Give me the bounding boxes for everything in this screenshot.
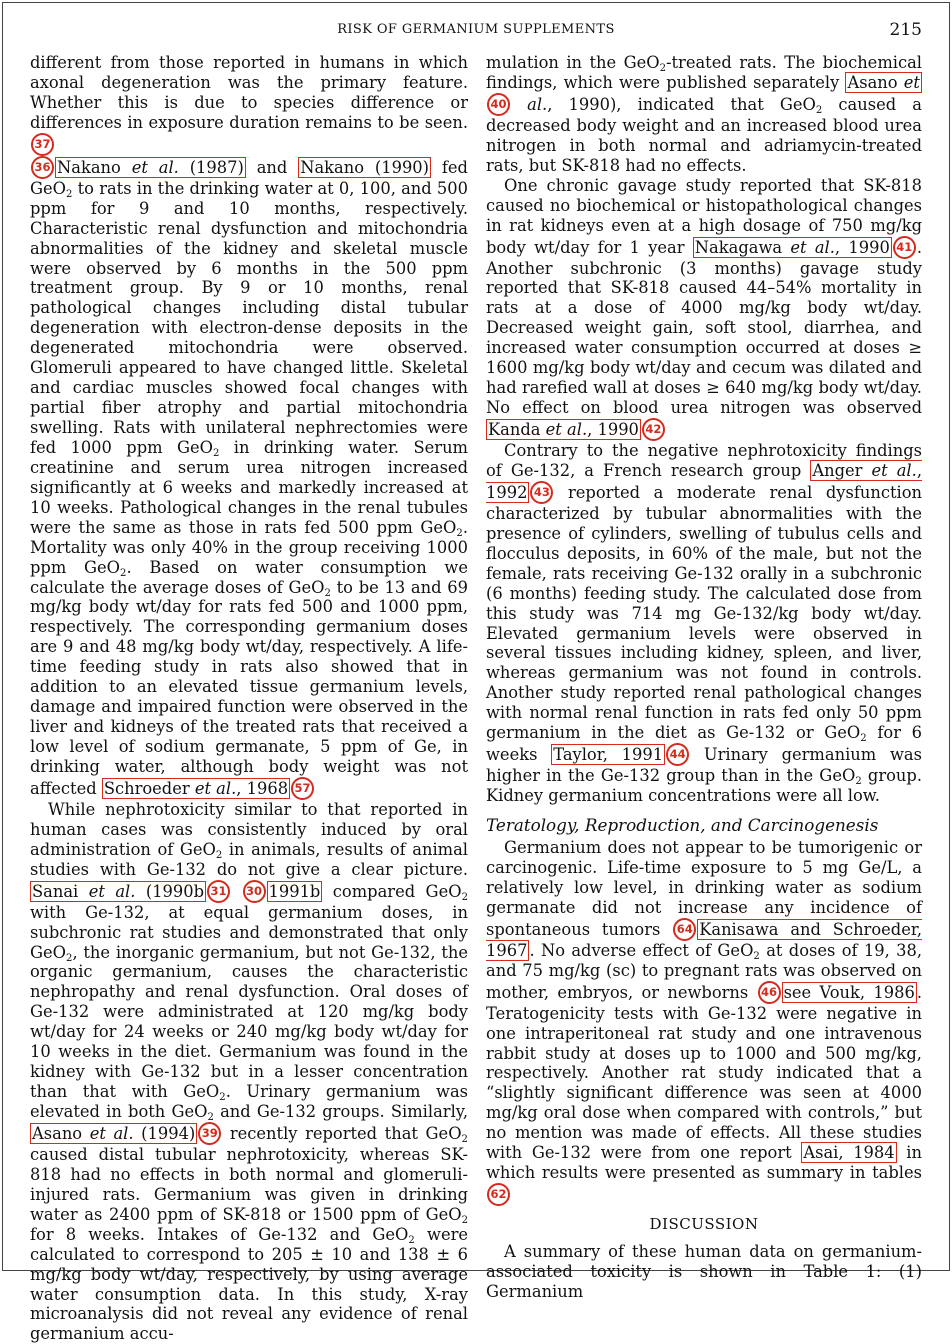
citation-box: see Vouk, 1986 [783,982,915,1002]
right-paragraph-5: A summary of these human data on germanium-associated toxicity is shown in Table 1: (1) Germanium [486,1242,922,1301]
citation-box: Sanai et al. (1990b [32,881,205,901]
citation-marker: 37 [31,133,54,156]
running-head: RISK OF GERMANIUM SUPPLEMENTS [337,22,615,37]
right-paragraph-4: Germanium does not appear to be tumorigenic or carcinogenic. Life-time exposure to 5 mg Ge/L, a relatively low level, in drinking water as sodium germanate did not increase any incidence of spontaneous tumors 64 Kanisawa and Schroeder, 1967 . No adverse effect of GeO$_2$ at doses of 19, 38, and 75 mg/kg (sc) to pregnant rats was observed on mother, embryos, or newborns 46 see Vouk, 1986 . Teratogenicity tests with Ge-132 were negative in one intraperitoneal rat study and one intravenous rabbit study at doses up to 1000 and 500 mg/kg, respectively. Another rat study indicated that a “slightly significant difference was seen at 4000 mg/kg oral dose when compared with controls,” but no mention was made of effects. All these studies with Ge-132 were from one report Asai, 1984 in which results were presented as summary in tables62 [486,838,922,1206]
citation-box: Nakagawa et al., 1990 [694,237,890,257]
left-column [30,53,468,1344]
citation-box: Schroeder et al., 1968 [103,778,289,798]
citation-box: Kanda et al., 1990 [488,420,639,439]
section-heading: Teratology, Reproduction, and Carcinogenesis [486,815,879,835]
citation-marker: 43 [530,481,553,504]
citation-marker: 39 [198,1122,221,1145]
page-number: 215 [889,20,922,40]
left-paragraph-1 [30,53,468,156]
discussion-heading: DISCUSSION [649,1215,759,1234]
left-paragraph-2: 36 Nakano et al. (1987) and Nakano (1990) fed GeO$_2$ to rats in the drinking water at 0, 100, and 500 ppm for 9 and 10 months, respectively. Characteristic renal dysfunction and mitochondria abnormalities of the kidney and skeletal muscle were observed by 6 months in the 500 ppm treatment group. By 9 or 10 months, renal pathological changes including distal tubular degeneration with electron-dense deposits in the degenerated mitochondria were observed. Glomeruli appeared to have changed little. Skeletal and cardiac muscles showed focal changes with partial fiber atrophy and partial mitochondria swelling. Rats with unilateral nephrectomies were fed 1000 ppm GeO$_2$ in drinking water. Serum creatinine and serum urea nitrogen increased significantly at 6 weeks and markedly increased at 10 weeks. Pathological changes in the renal tubules were the same as those in rats fed 500 ppm GeO$_2$. Mortality was only 40% in the group receiving 1000 ppm GeO$_2$. Based on water consumption we calculate the average doses of GeO$_2$ to be 13 and 69 mg/kg body wt/day for rats fed 500 and 1000 ppm, respectively. The corresponding germanium doses are 9 and 48 mg/kg body wt/day, respectively. A life-time feeding study in rats also showed that in addition to an elevated tissue germanium levels, damage and impaired function were observed in the liver and kidneys of the treated rats that received a low level of sodium germanate, 5 ppm of Ge, in drinking water, although body weight was not affected Schroeder et al., 1968 57 [30,157,468,798]
journal-page [2,2,950,1344]
citation-box: Nakano et al. (1987) [57,157,244,177]
citation-box: Anger et al., 1992 [486,460,922,502]
left-paragraph-3: While nephrotoxicity similar to that reported in human cases was consistently induced by oral administration of GeO$_2$ in animals, results of animal studies with Ge-132 do not give a clear picture. Sanai et al. (1990b 31 30 1991b compared GeO$_2$ with Ge-132, at equal germanium doses, in subchronic rat studies and demonstrated that only GeO$_2$, the inorganic germanium, but not Ge-132, the organic germanium, causes the characteristic nephropathy and renal dysfunction. Oral doses of Ge-132 were administrated at 120 mg/kg body wt/day for 24 weeks or 240 mg/kg body wt/day for 10 weeks in the diet. Germanium was found in the kidney with Ge-132 but in a lesser concentration than that with GeO$_2$. Urinary germanium was elevated in both GeO$_2$ and Ge-132 groups. Similarly, Asano et al. (1994) 39 recently reported that GeO$_2$ caused distal tubular nephrotoxicity, whereas SK-818 had no effects in both normal and glomeruli-injured rats. Germanium was given in drinking water as 2400 ppm of SK-818 or 1500 ppm of GeO$_2$ for 8 weeks. Intakes of Ge-132 and GeO$_2$ were calculated to correspond to 205 ± 10 and 138 ± 6 mg/kg body wt/day, respectively, by using average water consumption data. In this study, X-ray microanalysis did not reveal any evidence of renal germanium accu- [30,799,468,1344]
citation-box: Asano et [847,72,920,92]
citation-box: Asano et al. (1994) [32,1123,196,1143]
citation-marker: 41 [893,236,916,259]
citation-box: 1991b [268,881,321,901]
citation-marker: 42 [642,418,665,441]
citation-marker: 31 [207,880,230,903]
citation-box: Taylor, 1991 [553,745,664,765]
citation-marker: 62 [487,1183,510,1206]
citation-marker: 64 [673,918,696,941]
citation-marker: 30 [243,880,266,903]
page-header [3,22,949,42]
citation-marker: 57 [291,777,314,800]
citation-marker: 46 [758,981,781,1004]
citation-box: Kanisawa and Schroeder, 1967 [486,919,922,960]
right-column [486,53,922,1302]
right-paragraph-3: Contrary to the negative nephrotoxicity findings of Ge-132, a French research group Anger et al., 1992 43 reported a moderate renal dysfunction characterized by tubular abnormalities with the presence of cylinders, swelling of tubulus cells and flocculus deposits, in 60% of the male, but not the female, rats receiving Ge-132 orally in a subchronic (6 months) feeding study. The calculated dose from this study was 714 mg Ge-132/kg body wt/day. Elevated germanium levels were observed in several tissues including kidney, spleen, and liver, whereas germanium was not found in controls. Another study reported renal pathological changes with normal renal function in rats fed only 50 ppm germanium in the diet as Ge-132 or GeO$_2$ for 6 weeks Taylor, 1991 44 Urinary germanium was higher in the Ge-132 group than in the GeO$_2$ group. Kidney germanium concentrations were all low. [486,441,922,806]
right-paragraph-2: One chronic gavage study reported that SK-818 caused no biochemical or histopathological changes in rat kidneys even at a high dosage of 750 mg/kg body wt/day for 1 year Nakagawa et al., 1990 41 . Another subchronic (3 months) gavage study reported that SK-818 caused 44–54% mortality in rats at a dose of 4000 mg/kg body wt/day. Decreased weight gain, soft stool, diarrhea, and increased water consumption occurred at doses ≥ 1600 mg/kg body wt/day and cecum was dilated and had rarefied wall at doses ≥ 640 mg/kg body wt/day. No effect on blood urea nitrogen was observed Kanda et al., 1990 42 [486,175,922,439]
citation-box: Nakano (1990) [300,157,430,177]
right-paragraph-1: mulation in the GeO$_2$-treated rats. The biochemical findings, which were published separately Asano et40 al., 1990), indicated that GeO$_2$ caused a decreased body weight and an increased blood urea nitrogen in both normal and adriamycin-treated rats, but SK-818 had no effects. [486,53,922,175]
citation-marker: 36 [31,156,54,179]
citation-marker: 40 [487,93,510,116]
text-run: different from those reported in humans in which axonal degeneration was the primary feature. Whether this is due to species difference or differences in exposure duration remains to be seen. [30,53,468,132]
citation-marker: 44 [666,743,689,766]
citation-box: Asai, 1984 [803,1143,895,1163]
